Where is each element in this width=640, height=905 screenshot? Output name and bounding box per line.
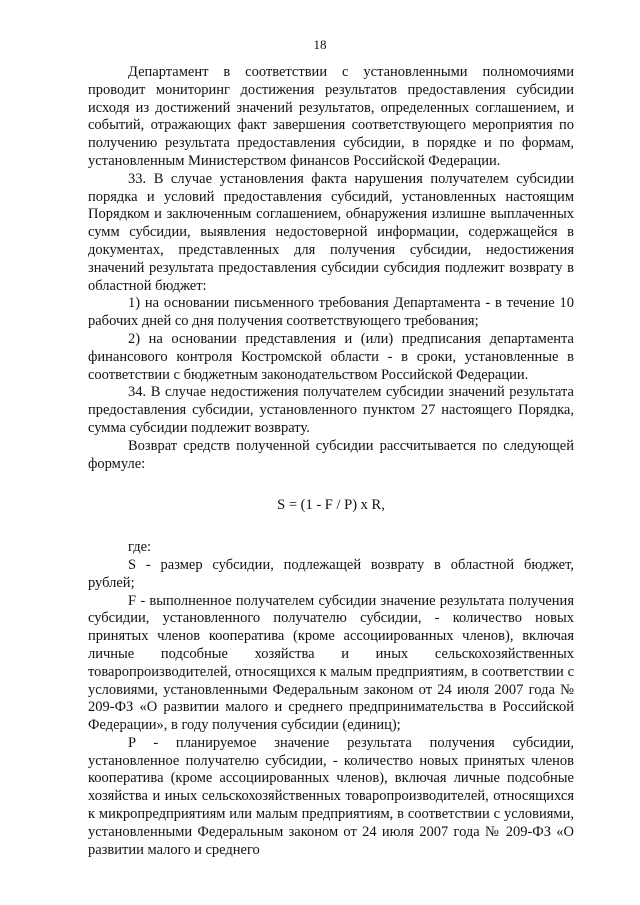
- paragraph-monitoring: Департамент в соответствии с установленными полномочиями проводит мониторинг достижения результатов предоставления субсидии исходя из достижений значений результатов, определенных соглашением, и событий, отражающих факт завершения соответствующего мероприятия по получению результата предоставления субсидии, в порядке и по формам, установленным Министерством финансов Российской Федерации.: [88, 64, 574, 169]
- document-body: [88, 64, 574, 859]
- page-number: 18: [313, 37, 327, 52]
- where-label: где:: [128, 539, 152, 556]
- paragraph-33: 33. В случае установления факта нарушения получателем субсидии порядка и условий предоставления субсидий, установленных настоящим Порядком и заключенным соглашением, обнаружения излишне выплаченных сумм субсидии, выявления недостоверной информации, содержащейся в документах, представленных для получения субсидии, недостижения значений результата предоставления субсидии субсидия подлежит возврату в областной бюджет:: [88, 170, 574, 294]
- formula: S = (1 - F / P) x R,: [277, 497, 385, 514]
- paragraph-34: 34. В случае недостижения получателем субсидии значений результата предоставления субсидии, установленного пунктом 27 настоящего Порядка, сумма субсидии подлежит возврату.: [88, 384, 574, 436]
- paragraph-formula-intro: Возврат средств полученной субсидии рассчитывается по следующей формуле:: [88, 437, 574, 472]
- definition-s: S - размер субсидии, подлежащей возврату в областной бюджет, рублей;: [88, 556, 574, 591]
- definition-p: P - планируемое значение результата получения субсидии, установленное получателю субсидии, - количество новых принятых членов кооператива (кроме ассоциированных членов), включая личные подсобные хозяйства и иных сельскохозяйственных товаропроизводителей, относящихся к микропредприятиям или малым предприятиям, в соответствии с условиями, установленными Федеральным законом от 24 июля 2007 года № 209-ФЗ «О развитии малого и среднего: [88, 734, 574, 858]
- paragraph-33-item-1: 1) на основании письменного требования Департамента - в течение 10 рабочих дней со дня получения соответствующего требования;: [88, 295, 574, 330]
- definition-f: F - выполненное получателем субсидии значение результата получения субсидии, установленного получателю субсидии, - количество новых принятых членов кооператива (кроме ассоциированных членов), включая личные подсобные хозяйства и иных сельскохозяйственных товаропроизводителей, относящихся к малым предприятиям, в соответствии с условиями, установленными Федеральным законом от 24 июля 2007 года № 209-ФЗ «О развитии малого и среднего предпринимательства в Российской Федерации», в году получения субсидии (единиц);: [88, 592, 574, 734]
- paragraph-33-item-2: 2) на основании представления и (или) предписания департамента финансового контроля Костромской области - в сроки, установленные в соответствии с бюджетным законодательством Российской Федерации.: [88, 330, 574, 383]
